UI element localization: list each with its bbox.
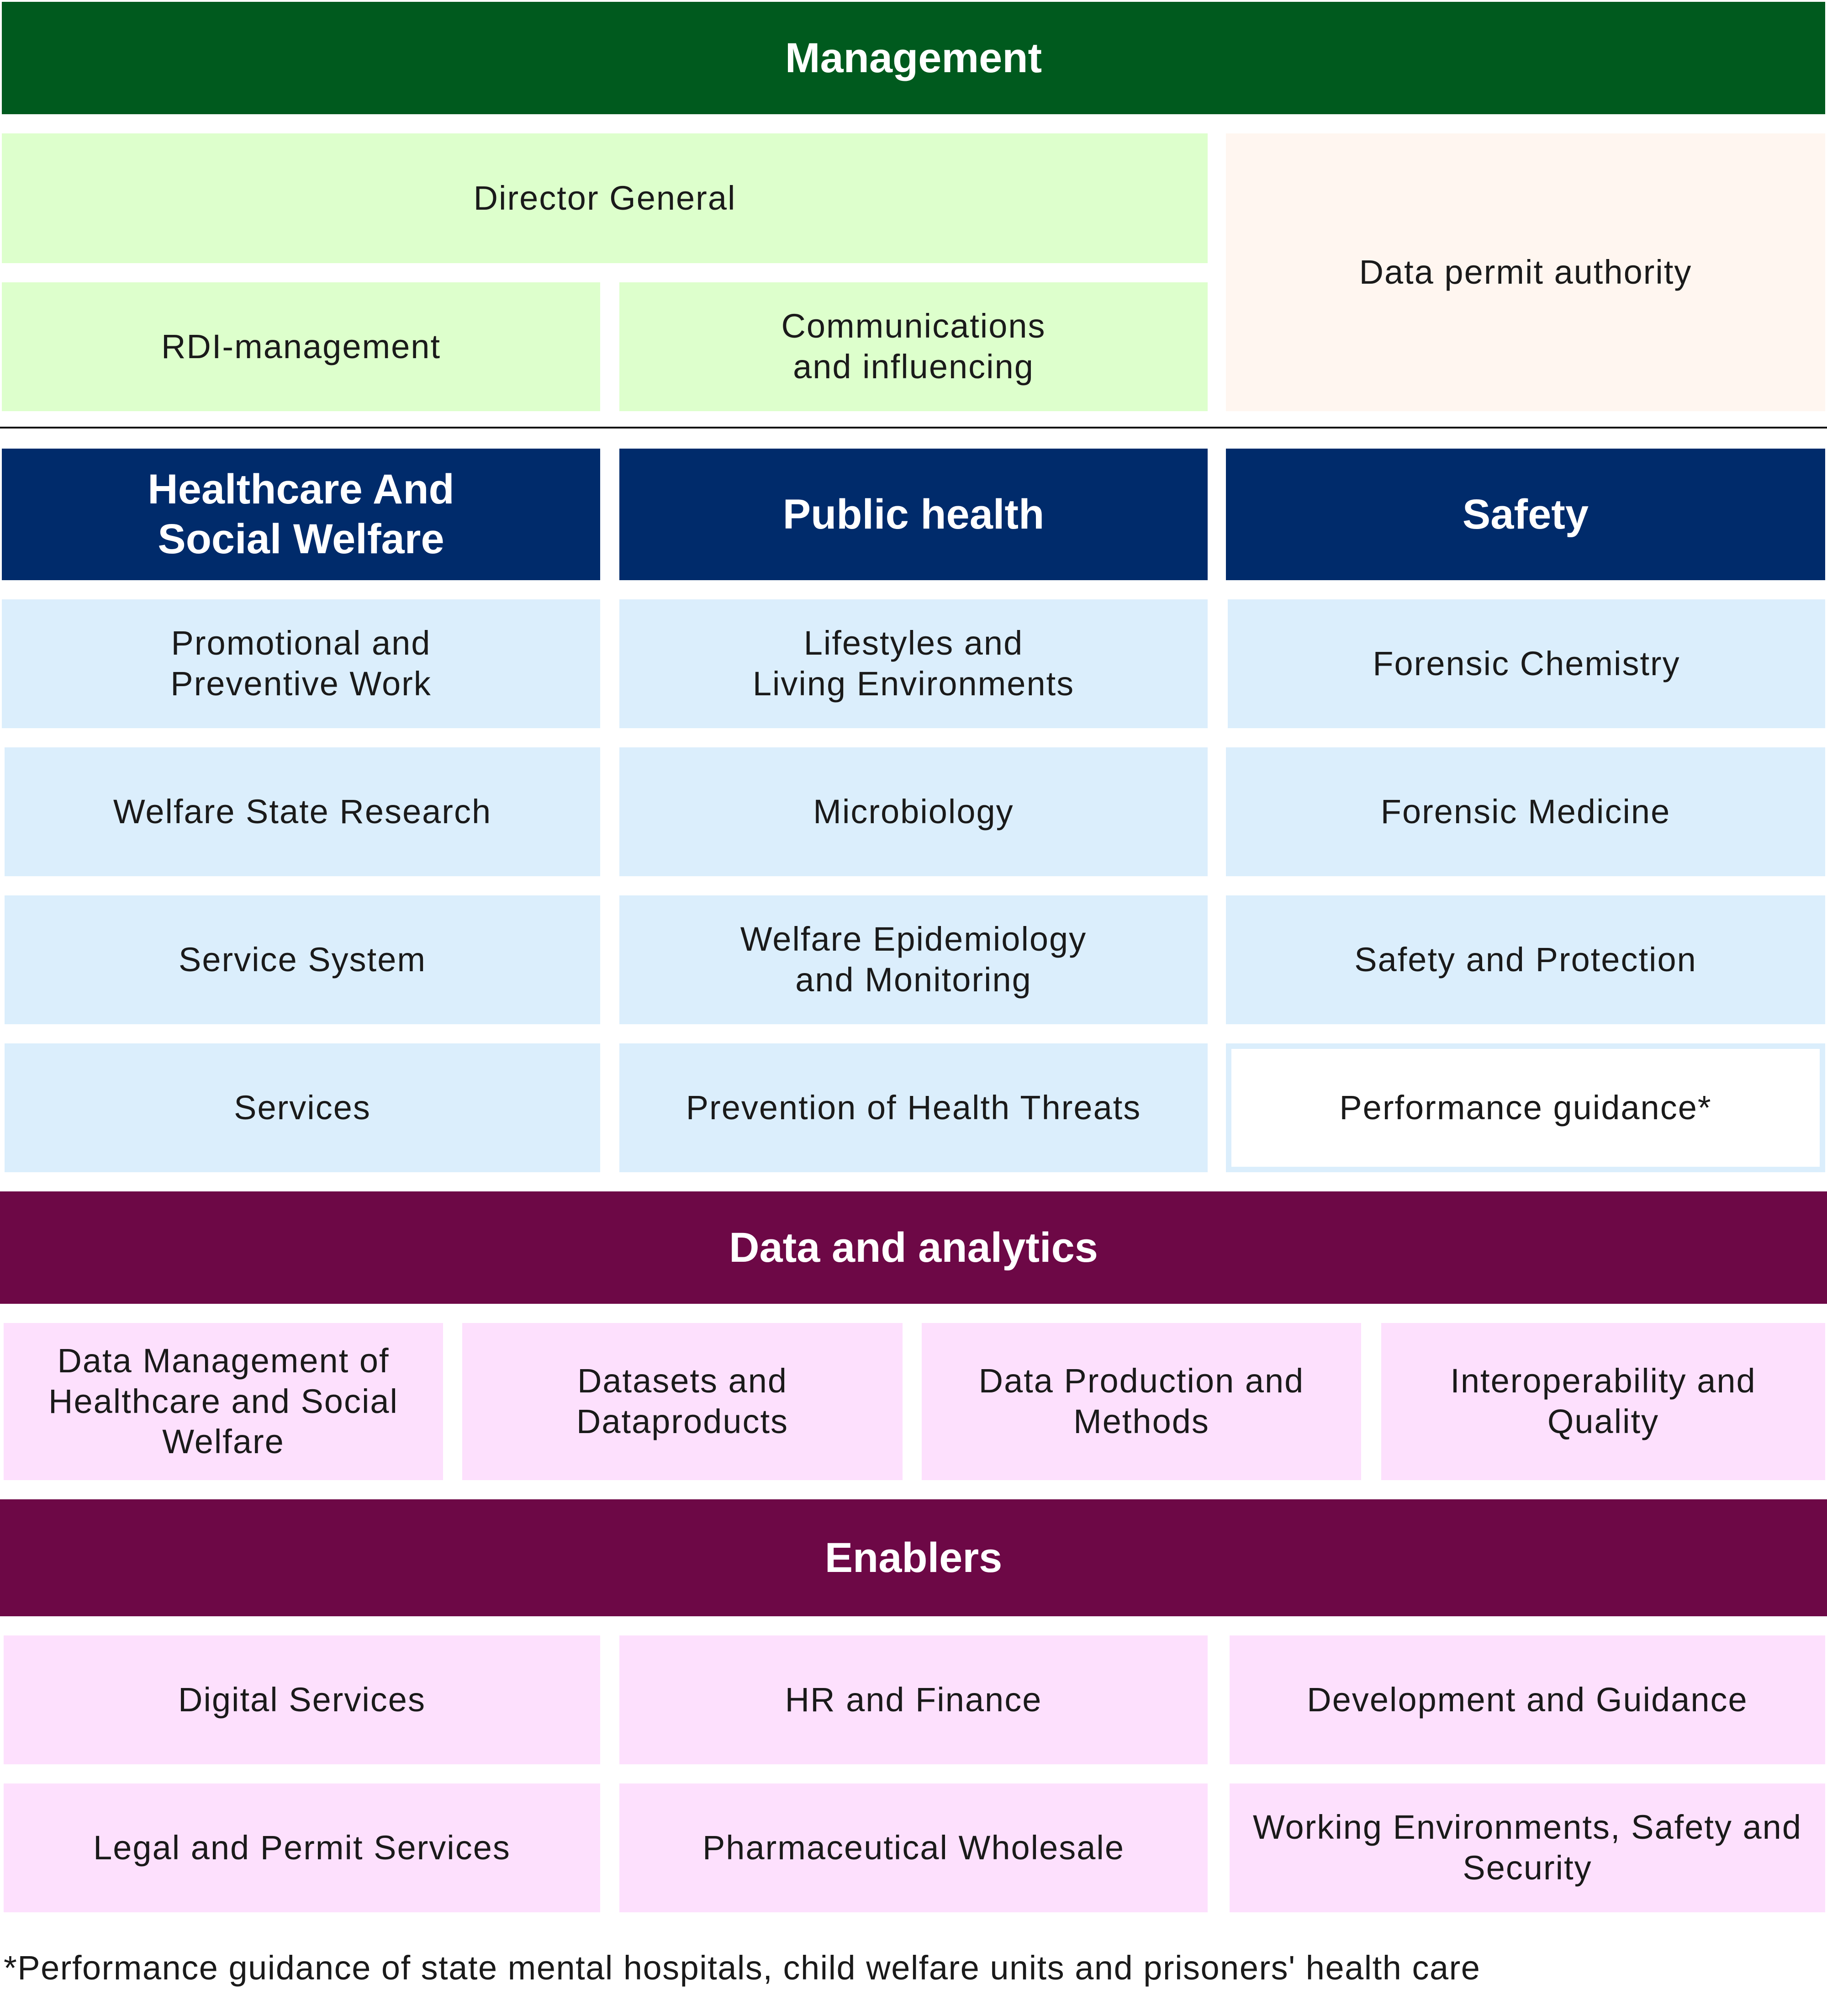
unit-pharmaceutical-wholesale: Pharmaceutical Wholesale: [619, 1783, 1208, 1912]
data-permit-authority-box: Data permit authority: [1226, 133, 1825, 411]
section-divider: [0, 427, 1827, 429]
footnote: *Performance guidance of state mental hospitals, child welfare units and prisoners' health care: [4, 1949, 1481, 1987]
director-general-box: Director General: [2, 133, 1208, 263]
rdi-management-box: RDI-management: [2, 282, 600, 411]
unit-microbiology: Microbiology: [619, 747, 1208, 876]
unit-legal-permit-services: Legal and Permit Services: [4, 1783, 600, 1912]
unit-safety-protection: Safety and Protection: [1226, 895, 1825, 1024]
unit-interoperability-quality: Interoperability and Quality: [1381, 1323, 1825, 1480]
enablers-header: Enablers: [0, 1499, 1827, 1616]
unit-forensic-medicine: Forensic Medicine: [1226, 747, 1825, 876]
unit-lifestyles-living-environments: Lifestyles and Living Environments: [619, 599, 1208, 728]
communications-box: Communications and influencing: [619, 282, 1208, 411]
unit-performance-guidance: Performance guidance*: [1226, 1043, 1825, 1172]
unit-data-production-methods: Data Production and Methods: [922, 1323, 1361, 1480]
unit-promotional-preventive-work: Promotional and Preventive Work: [2, 599, 600, 728]
department-header-safety: Safety: [1226, 449, 1825, 580]
unit-datasets-dataproducts: Datasets and Dataproducts: [462, 1323, 903, 1480]
unit-service-system: Service System: [5, 895, 600, 1024]
department-header-public-health: Public health: [619, 449, 1208, 580]
department-header-healthcare: Healthcare And Social Welfare: [2, 449, 600, 580]
unit-welfare-epidemiology-monitoring: Welfare Epidemiology and Monitoring: [619, 895, 1208, 1024]
unit-development-guidance: Development and Guidance: [1230, 1635, 1825, 1764]
unit-working-environments: Working Environments, Safety and Security: [1230, 1783, 1825, 1912]
unit-digital-services: Digital Services: [4, 1635, 600, 1764]
unit-data-management: Data Management of Healthcare and Social Welfare: [4, 1323, 443, 1480]
unit-prevention-health-threats: Prevention of Health Threats: [619, 1043, 1208, 1172]
unit-services: Services: [5, 1043, 600, 1172]
management-header: Management: [2, 2, 1825, 114]
unit-welfare-state-research: Welfare State Research: [5, 747, 600, 876]
data-analytics-header: Data and analytics: [0, 1191, 1827, 1304]
unit-forensic-chemistry: Forensic Chemistry: [1228, 599, 1825, 728]
unit-hr-finance: HR and Finance: [619, 1635, 1208, 1764]
